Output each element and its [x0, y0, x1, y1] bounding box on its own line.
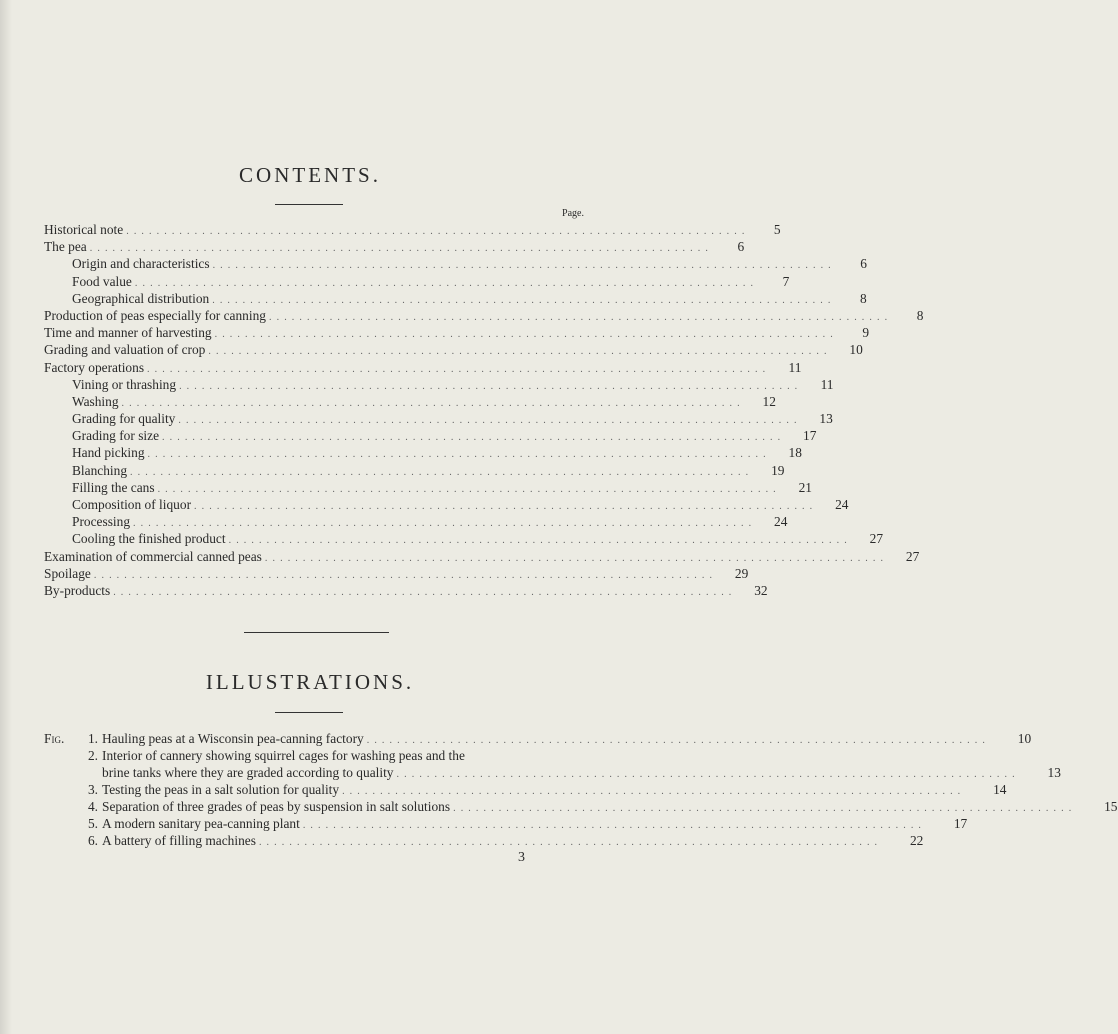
- dot-leader: . . . . . . . . . . . . . . . . . . . . . . . . . . . . . . . . . . . . . . . . . . . . . . . . . . . . . . . . . . . . . . . . . . . . . . . . . . . . . . . . . .: [366, 735, 987, 746]
- contents-entry-title: Grading for quality: [72, 411, 176, 427]
- contents-entry: [44, 393, 776, 410]
- contents-entry-page: 27: [905, 548, 920, 564]
- contents-entry-page: 18: [788, 445, 802, 461]
- contents-entry-page: 6: [860, 256, 867, 272]
- dot-leader: . . . . . . . . . . . . . . . . . . . . . . . . . . . . . . . . . . . . . . . . . . . . . . . . . . . . . . . . . . . . . . . . . . . . . . . . . . . . . . . . . .: [269, 311, 889, 323]
- fig-label: Fig.: [44, 731, 65, 746]
- illustrations-list: [44, 730, 1118, 849]
- contents-entry-page: 24: [774, 514, 788, 530]
- contents-entry-title: Grading and valuation of crop: [44, 342, 206, 358]
- fig-page: 14: [993, 782, 1007, 797]
- fig-page: 22: [909, 833, 924, 848]
- dot-leader: . . . . . . . . . . . . . . . . . . . . . . . . . . . . . . . . . . . . . . . . . . . . . . . . . . . . . . . . . . . . . . . . . . . . . . . . . . . . . . . . . .: [134, 277, 755, 289]
- dot-leader: . . . . . . . . . . . . . . . . . . . . . . . . . . . . . . . . . . . . . . . . . . . . . . . . . . . . . . . . . . . . . . . . . . . . . . . . . . . . . . . . . .: [126, 226, 746, 237]
- dot-leader: . . . . . . . . . . . . . . . . . . . . . . . . . . . . . . . . . . . . . . . . . . . . . . . . . . . . . . . . . . . . . . . . . . . . . . . . . . . . . . . . . .: [302, 820, 923, 831]
- contents-entry: [44, 341, 863, 358]
- dot-leader: . . . . . . . . . . . . . . . . . . . . . . . . . . . . . . . . . . . . . . . . . . . . . . . . . . . . . . . . . . . . . . . . . . . . . . . . . . . . . . . . . .: [130, 466, 750, 478]
- dot-leader: . . . . . . . . . . . . . . . . . . . . . . . . . . . . . . . . . . . . . . . . . . . . . . . . . . . . . . . . . . . . . . . . . . . . . . . . . . . . . . . . . .: [194, 501, 814, 512]
- contents-entry: [44, 410, 833, 427]
- fig-title: Testing the peas in a salt solution for quality: [102, 782, 340, 797]
- contents-entry-title: Washing: [72, 393, 119, 409]
- contents-entry: [44, 427, 817, 444]
- contents-entry-page: 11: [788, 359, 802, 375]
- contents-entry-page: 6: [737, 239, 745, 255]
- contents-entry-title: Origin and characteristics: [72, 256, 210, 272]
- dot-leader: . . . . . . . . . . . . . . . . . . . . . . . . . . . . . . . . . . . . . . . . . . . . . . . . . . . . . . . . . . . . . . . . . . . . . . . . . . . . . . . . . .: [179, 380, 799, 392]
- contents-entry-title: Production of peas especially for canning: [44, 307, 266, 323]
- dot-leader: . . . . . . . . . . . . . . . . . . . . . . . . . . . . . . . . . . . . . . . . . . . . . . . . . . . . . . . . . . . . . . . . . . . . . . . . . . . . . . . . . .: [147, 363, 767, 375]
- dot-leader: . . . . . . . . . . . . . . . . . . . . . . . . . . . . . . . . . . . . . . . . . . . . . . . . . . . . . . . . . . . . . . . . . . . . . . . . . . . . . . . . . .: [212, 260, 832, 272]
- illustration-entry: [44, 747, 587, 764]
- fig-number: 4.: [87, 799, 98, 814]
- contents-entry: [44, 273, 790, 290]
- contents-heading: CONTENTS.: [239, 163, 381, 187]
- contents-entry-title: The pea: [44, 239, 87, 255]
- contents-entry: [44, 565, 749, 582]
- fig-number: 6.: [87, 833, 98, 848]
- contents-entry: [44, 359, 802, 376]
- contents-entry: [44, 479, 812, 496]
- contents-entry: [44, 513, 788, 530]
- contents-entry-title: Geographical distribution: [72, 290, 210, 306]
- page-edge-shadow: [0, 0, 12, 1034]
- fig-page: 17: [953, 816, 968, 831]
- dot-leader: . . . . . . . . . . . . . . . . . . . . . . . . . . . . . . . . . . . . . . . . . . . . . . . . . . . . . . . . . . . . . . . . . . . . . . . . . . . . . . . . . .: [396, 769, 1016, 780]
- illustration-entry: [44, 781, 1007, 798]
- contents-entry-page: 27: [869, 531, 884, 547]
- contents-entry-title: Composition of liquor: [72, 497, 192, 512]
- fig-number: 2.: [87, 748, 98, 763]
- dot-leader: . . . . . . . . . . . . . . . . . . . . . . . . . . . . . . . . . . . . . . . . . . . . . . . . . . . . . . . . . . . . . . . . . . . . . . . . . . . . . . . . . .: [208, 346, 828, 358]
- dot-leader: . . . . . . . . . . . . . . . . . . . . . . . . . . . . . . . . . . . . . . . . . . . . . . . . . . . . . . . . . . . . . . . . . . . . . . . . . . . . . . . . . .: [178, 415, 798, 427]
- fig-page: 10: [1017, 731, 1032, 746]
- contents-entry: [44, 462, 785, 479]
- dot-leader: . . . . . . . . . . . . . . . . . . . . . . . . . . . . . . . . . . . . . . . . . . . . . . . . . . . . . . . . . . . . . . . . . . . . . . . . . . . . . . . . . .: [162, 432, 782, 444]
- contents-entry-title: Vining or thrashing: [72, 376, 177, 392]
- contents-entry-page: 10: [849, 342, 863, 358]
- contents-list: [44, 221, 924, 599]
- illustrations-heading: ILLUSTRATIONS.: [205, 670, 415, 694]
- contents-entry: [44, 444, 802, 461]
- dot-leader: . . . . . . . . . . . . . . . . . . . . . . . . . . . . . . . . . . . . . . . . . . . . . . . . . . . . . . . . . . . . . . . . . . . . . . . . . . . . . . . . . .: [93, 569, 714, 581]
- contents-entry-page: 24: [835, 497, 849, 512]
- dot-leader: . . . . . . . . . . . . . . . . . . . . . . . . . . . . . . . . . . . . . . . . . . . . . . . . . . . . . . . . . . . . . . . . . . . . . . . . . . . . . . . . . .: [228, 535, 849, 547]
- dot-leader: . . . . . . . . . . . . . . . . . . . . . . . . . . . . . . . . . . . . . . . . . . . . . . . . . . . . . . . . . . . . . . . . . . . . . . . . . . . . . . . . . .: [121, 397, 741, 409]
- illustration-entry: [44, 764, 1061, 781]
- illustration-entry: [44, 832, 924, 849]
- contents-entry-title: Spoilage: [44, 565, 91, 581]
- dot-leader: . . . . . . . . . . . . . . . . . . . . . . . . . . . . . . . . . . . . . . . . . . . . . . . . . . . . . . . . . . . . . . . . . . . . . . . . . . . . . . . . . .: [214, 329, 835, 341]
- contents-entry-page: 29: [734, 565, 749, 581]
- contents-entry-page: 13: [819, 411, 833, 427]
- fig-number: 1.: [87, 731, 98, 746]
- fig-title: Interior of cannery showing squirrel cages for washing peas and the: [102, 748, 465, 763]
- dot-leader: . . . . . . . . . . . . . . . . . . . . . . . . . . . . . . . . . . . . . . . . . . . . . . . . . . . . . . . . . . . . . . . . . . . . . . . . . . . . . . . . . .: [113, 586, 733, 598]
- fig-number: 3.: [87, 782, 98, 797]
- contents-entry-title: Food value: [72, 273, 132, 289]
- fig-title: Separation of three grades of peas by suspension in salt solutions: [102, 799, 451, 814]
- contents-entry-title: Time and manner of harvesting: [44, 325, 212, 341]
- contents-entry: [44, 548, 920, 565]
- illustrations-heading-rule: [275, 712, 343, 713]
- contents-entry-title: Historical note: [44, 222, 124, 237]
- contents-entry-title: Cooling the finished product: [72, 531, 226, 547]
- dot-leader: . . . . . . . . . . . . . . . . . . . . . . . . . . . . . . . . . . . . . . . . . . . . . . . . . . . . . . . . . . . . . . . . . . . . . . . . . . . . . . . . . .: [342, 786, 962, 797]
- contents-entry-page: 12: [762, 393, 776, 409]
- fig-page: 13: [1047, 765, 1061, 780]
- contents-entry-title: Factory operations: [44, 359, 145, 375]
- contents-entry-title: Grading for size: [72, 428, 160, 444]
- page-column-label: Page.: [562, 208, 584, 219]
- dot-leader: . . . . . . . . . . . . . . . . . . . . . . . . . . . . . . . . . . . . . . . . . . . . . . . . . . . . . . . . . . . . . . . . . . . . . . . . . . . . . . . . . .: [212, 294, 832, 306]
- section-divider-rule: [244, 632, 389, 633]
- contents-entry-page: 5: [773, 222, 781, 237]
- contents-entry-title: By-products: [44, 582, 111, 598]
- contents-entry-page: 17: [803, 428, 817, 444]
- contents-entry: [44, 324, 870, 341]
- fig-title: Hauling peas at a Wisconsin pea-canning factory: [102, 731, 364, 746]
- contents-entry: [44, 221, 781, 238]
- illustration-entry: [44, 815, 968, 832]
- contents-entry-page: 11: [820, 376, 834, 392]
- contents-entry-page: 7: [782, 273, 790, 289]
- illustration-entry: [44, 730, 1032, 747]
- contents-entry-title: Blanching: [72, 462, 128, 478]
- dot-leader: . . . . . . . . . . . . . . . . . . . . . . . . . . . . . . . . . . . . . . . . . . . . . . . . . . . . . . . . . . . . . . . . . . . . . . . . . . . . . . . . . .: [453, 803, 1073, 814]
- contents-entry-page: 32: [754, 582, 768, 598]
- dot-leader: . . . . . . . . . . . . . . . . . . . . . . . . . . . . . . . . . . . . . . . . . . . . . . . . . . . . . . . . . . . . . . . . . . . . . . . . . . . . . . . . . .: [133, 518, 753, 530]
- contents-heading-rule: [275, 204, 343, 205]
- contents-entry: [44, 496, 849, 513]
- dot-leader: . . . . . . . . . . . . . . . . . . . . . . . . . . . . . . . . . . . . . . . . . . . . . . . . . . . . . . . . . . . . . . . . . . . . . . . . . . . . . . . . . .: [89, 243, 710, 255]
- dot-leader: . . . . . . . . . . . . . . . . . . . . . . . . . . . . . . . . . . . . . . . . . . . . . . . . . . . . . . . . . . . . . . . . . . . . . . . . . . . . . . . . . .: [157, 483, 777, 495]
- contents-entry-title: Processing: [72, 514, 131, 530]
- contents-entry: [44, 255, 867, 272]
- contents-entry-title: Examination of commercial canned peas: [44, 548, 262, 564]
- contents-entry-page: 21: [798, 479, 812, 495]
- fig-page: 15: [1104, 799, 1118, 814]
- contents-entry-page: 9: [862, 325, 870, 341]
- fig-title: brine tanks where they are graded according to quality: [102, 765, 394, 780]
- contents-entry: [44, 582, 768, 599]
- contents-entry: [44, 307, 924, 324]
- fig-number: 5.: [87, 816, 98, 831]
- fig-title: A battery of filling machines: [102, 833, 256, 848]
- contents-entry: [44, 376, 834, 393]
- contents-entry-page: 8: [859, 290, 867, 306]
- contents-entry: [44, 530, 884, 547]
- dot-leader: . . . . . . . . . . . . . . . . . . . . . . . . . . . . . . . . . . . . . . . . . . . . . . . . . . . . . . . . . . . . . . . . . . . . . . . . . . . . . . . . . .: [258, 837, 879, 848]
- page-number: 3: [518, 850, 525, 865]
- contents-entry-title: Hand picking: [72, 445, 145, 461]
- contents-entry-page: 19: [771, 462, 785, 478]
- dot-leader: . . . . . . . . . . . . . . . . . . . . . . . . . . . . . . . . . . . . . . . . . . . . . . . . . . . . . . . . . . . . . . . . . . . . . . . . . . . . . . . . . .: [147, 449, 767, 461]
- contents-entry-page: 8: [916, 307, 924, 323]
- contents-entry-title: Filling the cans: [72, 479, 155, 495]
- contents-entry: [44, 290, 867, 307]
- contents-entry: [44, 238, 745, 255]
- illustration-entry: [44, 798, 1118, 815]
- dot-leader: . . . . . . . . . . . . . . . . . . . . . . . . . . . . . . . . . . . . . . . . . . . . . . . . . . . . . . . . . . . . . . . . . . . . . . . . . . . . . . . . . .: [264, 552, 885, 564]
- fig-title: A modern sanitary pea-canning plant: [102, 816, 300, 831]
